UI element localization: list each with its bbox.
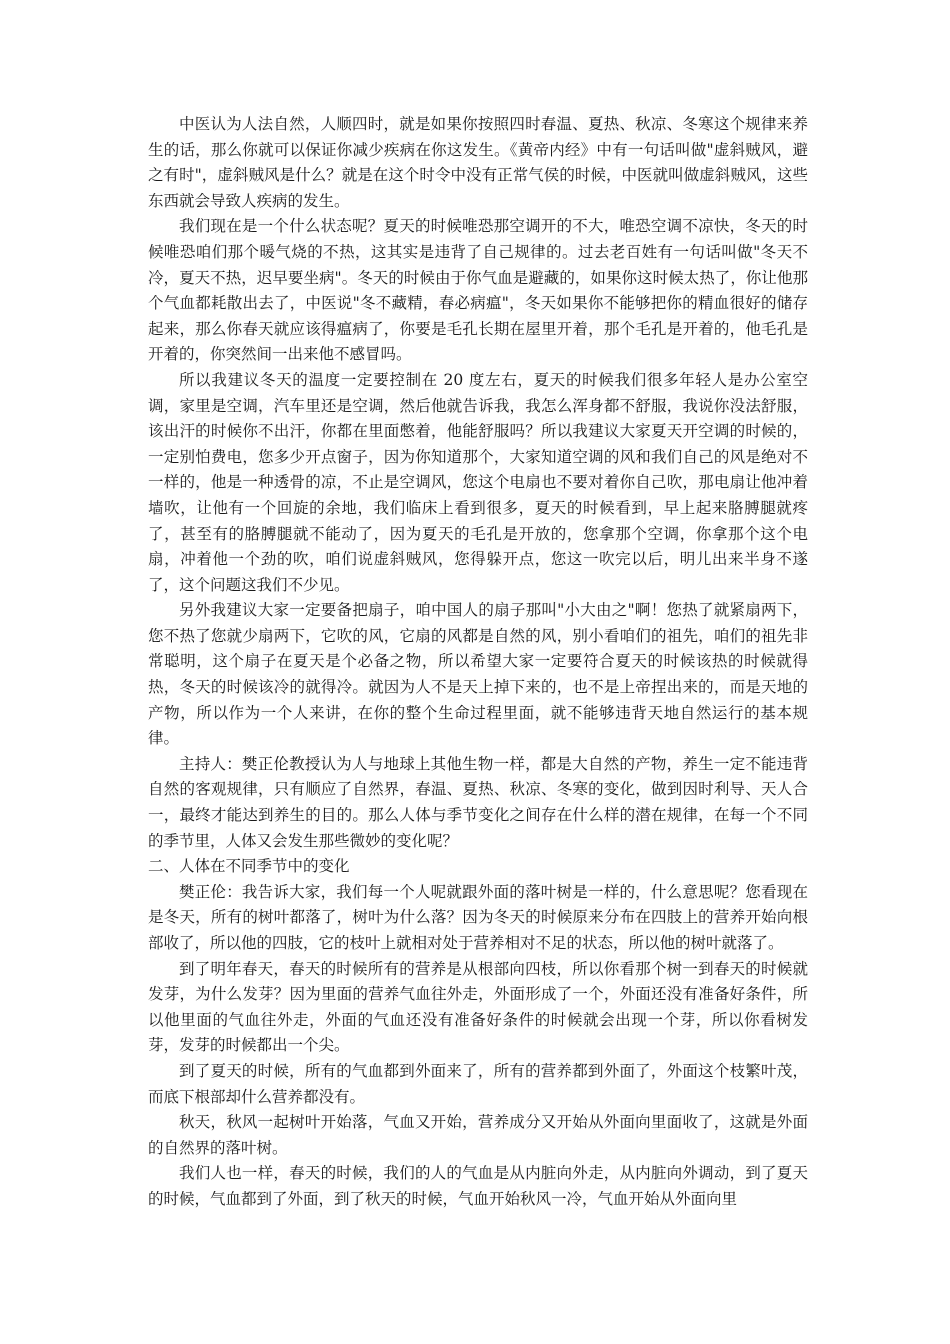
paragraph: 我们现在是一个什么状态呢？夏天的时候唯恐那空调开的不大，唯恐空调不凉快，冬天的时候唯恐咱们那个暖气烧的不热，这其实是违背了自己规律的。过去老百姓有一句话叫做"冬天不冷，夏天不热，迟早要坐病"。冬天的时候由于你气血是避藏的，如果你这时候太热了，你让他那个气血都耗散出去了，中医说"冬不藏精，春必病瘟"，冬天如果你不能够把你的精血很好的储存起来，那么你春天就应该得瘟病了，你要是毛孔长期在屋里开着，那个毛孔是开着的，他毛孔是开着的，你突然间一出来他不感冒吗。 [148,217,808,364]
paragraph: 樊正伦：我告诉大家，我们每一个人呢就跟外面的落叶树是一样的，什么意思呢？您看现在是冬天，所有的树叶都落了，树叶为什么落？因为冬天的时候原来分布在四肢上的营养开始向根部收了，所以他的四肢，它的枝叶上就相对处于营养相对不足的状态，所以他的树叶就落了。 [148,882,808,952]
paragraph: 中医认为人法自然，人顺四时，就是如果你按照四时春温、夏热、秋凉、冬寒这个规律来养生的话，那么你就可以保证你减少疾病在你这发生。《黄帝内经》中有一句话叫做"虚斜贼风，避之有时"，虚斜贼风是什么？就是在这个时令中没有正常气侯的时候，中医就叫做虚斜贼风，这些东西就会导致人疾病的发生。 [148,115,808,210]
paragraph: 另外我建议大家一定要备把扇子，咱中国人的扇子那叫"小大由之"啊！您热了就紧扇两下，您不热了您就少扇两下，它吹的风，它扇的风都是自然的风，别小看咱们的祖先，咱们的祖先非常聪明，这个扇子在夏天是个必备之物，所以希望大家一定要符合夏天的时候该热的时候就得热，冬天的时候该冷的就得冷。就因为人不是天上掉下来的，也不是上帝捏出来的，而是天地的产物，所以作为一个人来讲，在你的整个生命过程里面，就不能够违背天地自然运行的基本规律。 [148,601,808,748]
paragraph: 我们人也一样，春天的时候，我们的人的气血是从内脏向外走，从内脏向外调动，到了夏天的时候，气血都到了外面，到了秋天的时候，气血开始秋风一冷，气血开始从外面向里 [148,1164,808,1208]
paragraph: 主持人：樊正伦教授认为人与地球上其他生物一样，都是大自然的产物，养生一定不能违背自然的客观规律，只有顺应了自然界，春温、夏热、秋凉、冬寒的变化，做到因时利导、天人合一，最终才能达到养生的目的。那么人体与季节变化之间存在什么样的潜在规律，在每一个不同的季节里，人体又会发生那些微妙的变化呢？ [148,754,808,850]
section-heading: 二、人体在不同季节中的变化 [148,857,350,876]
document-page [148,112,808,1213]
paragraph: 秋天，秋风一起树叶开始落，气血又开始，营养成分又开始从外面向里面收了，这就是外面的自然界的落叶树。 [148,1113,808,1157]
paragraph: 到了夏天的时候，所有的气血都到外面来了，所有的营养都到外面了，外面这个枝繁叶茂，而底下根部却什么营养都没有。 [148,1061,808,1106]
paragraph: 到了明年春天，春天的时候所有的营养是从根部向四枝，所以你看那个树一到春天的时候就发芽，为什么发芽？因为里面的营养气血往外走，外面形成了一个，外面还没有准备好条件，所以他里面的气血往外走，外面的气血还没有准备好条件的时候就会出现一个芽，所以你看树发芽，发芽的时候都出一个尖。 [148,959,808,1055]
paragraph: 所以我建议冬天的温度一定要控制在 20 度左右，夏天的时候我们很多年轻人是办公室空调，家里是空调，汽车里还是空调，然后他就告诉我，我怎么浑身都不舒服，我说你没法舒服，该出汗的时候你不出汗，你都在里面憋着，他能舒服吗？所以我建议大家夏天开空调的时候的，一定别怕费电，您多少开点窗子，因为你知道那个，大家知道空调的风和我们自己的风是绝对不一样的，他是一种透骨的凉，不止是空调风，您这个电扇也不要对着你自己吹，那电扇让他冲着墙吹，让他有一个回旋的余地，我们临床上看到很多，夏天的时候看到，早上起来胳膊腿就疼了，甚至有的胳膊腿就不能动了，因为夏天的毛孔是开放的，您拿那个空调，你拿那个这个电扇，冲着他一个劲的吹，咱们说虚斜贼风，您得躲开点，您这一吹完以后，明儿出来半身不遂了，这个问题这我们不少见。 [148,370,808,594]
